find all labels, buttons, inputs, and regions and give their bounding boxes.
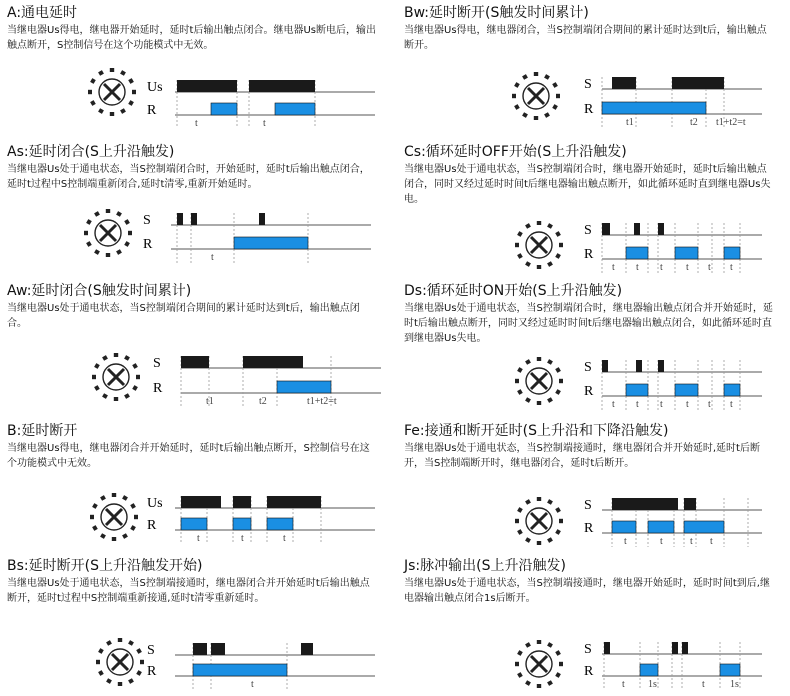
time-label: t2: [690, 117, 698, 128]
timing-diagram: [582, 63, 782, 131]
knob-tick: [90, 78, 96, 84]
control-pulse: [672, 642, 678, 654]
knob-tick: [88, 90, 92, 94]
signal-label-output: R: [147, 518, 157, 533]
knob-tick: [537, 221, 541, 225]
knob-tick: [128, 100, 134, 106]
knob-tick: [534, 72, 538, 76]
panel-title: B:延时断开: [7, 423, 78, 439]
knob-tick: [547, 359, 553, 365]
panel-title: Cs:循环延时OFF开始(S上升沿触发): [404, 144, 627, 160]
knob-tick: [114, 397, 118, 401]
time-label: t1+t2=t: [716, 117, 746, 128]
control-pulse: [233, 496, 251, 508]
knob-tick: [86, 241, 92, 247]
knob-tick: [122, 495, 128, 501]
output-pulse: [684, 521, 724, 533]
dial-knob-icon: [83, 63, 141, 121]
panel-Bs: [5, 553, 390, 689]
knob-tick: [120, 108, 126, 114]
control-pulse: [243, 356, 303, 368]
signal-label-output: R: [584, 384, 594, 399]
signal-label-top: S: [584, 498, 592, 513]
knob-tick: [132, 90, 136, 94]
knob-tick: [128, 640, 134, 646]
dial-knob-icon: [85, 488, 143, 546]
signal-label-output: R: [584, 247, 594, 262]
time-label: t1: [206, 396, 214, 407]
control-pulse: [267, 496, 321, 508]
time-label: t: [622, 679, 625, 690]
panel-description: 当继电器Us得电，继电器闭合并开始延时，延时t后输出触点断开，S控制信号在这个功能模式中无效。: [7, 443, 370, 469]
knob-tick: [134, 515, 138, 519]
knob-tick: [114, 353, 118, 357]
knob-tick: [90, 515, 94, 519]
time-label: t1: [626, 117, 634, 128]
knob-tick: [98, 108, 104, 114]
knob-tick: [517, 650, 523, 656]
knob-tick: [525, 261, 531, 267]
knob-tick: [547, 680, 553, 686]
knob-tick: [116, 249, 122, 255]
knob-tick: [525, 537, 531, 543]
knob-tick: [537, 541, 541, 545]
time-label: t: [730, 399, 733, 410]
knob-tick: [525, 680, 531, 686]
output-pulse: [233, 518, 251, 530]
panel-title: Bs:延时断开(S上升沿触发开始): [7, 558, 203, 574]
knob-tick: [110, 68, 114, 72]
panel-title: As:延时闭合(S上升沿触发): [7, 144, 175, 160]
control-pulse: [249, 80, 315, 92]
timing-diagram: [145, 481, 385, 549]
panel-description: 当继电器Us处于通电状态，当S控制端闭合时，继电器输出触点闭合并开始延时，延时t后输出触点断开，同时又经过延时时间t后继电器输出触点闭合，如此循环延时直到继电器Us失电。: [404, 303, 773, 344]
panel-title: Bw:延时断开(S触发时间累计): [404, 5, 589, 21]
knob-tick: [517, 389, 523, 395]
output-pulse: [234, 237, 308, 249]
time-label: t2: [259, 396, 267, 407]
knob-tick: [94, 385, 100, 391]
knob-tick: [98, 670, 104, 676]
knob-tick: [98, 648, 104, 654]
knob-tick: [94, 363, 100, 369]
knob-tick: [124, 393, 130, 399]
knob-tick: [515, 243, 519, 247]
knob-tick: [118, 638, 122, 642]
control-pulse: [612, 498, 678, 510]
panel-Cs: [402, 139, 787, 275]
output-pulse: [602, 102, 706, 114]
time-label: t: [660, 536, 663, 547]
time-label: t: [690, 536, 693, 547]
output-pulse: [724, 247, 740, 259]
control-pulse: [658, 360, 664, 372]
knob-tick: [116, 211, 122, 217]
time-label: 1s: [648, 679, 657, 690]
knob-tick: [537, 265, 541, 269]
knob-tick: [547, 397, 553, 403]
time-label: t: [686, 262, 689, 273]
panel-title: Fe:接通和断开延时(S上升沿和下降沿触发): [404, 423, 669, 439]
knob-tick: [525, 223, 531, 229]
panel-description: 当继电器Us处于通电状态，当S控制端接通时，继电器闭合并开始延时t后输出触点断开，延时t过程中S控制端重新接通,延时t清零重新延时。: [7, 578, 370, 604]
output-pulse: [267, 518, 293, 530]
knob-tick: [84, 231, 88, 235]
knob-tick: [555, 389, 561, 395]
panel-title: Aw:延时闭合(S触发时间累计): [7, 283, 192, 299]
output-pulse: [277, 381, 331, 393]
time-label: t: [624, 536, 627, 547]
signal-label-output: R: [143, 237, 153, 252]
panel-A: [5, 0, 390, 136]
knob-tick: [118, 682, 122, 686]
time-label: t: [636, 399, 639, 410]
time-label: t: [197, 533, 200, 544]
knob-tick: [555, 672, 561, 678]
signal-label-top: S: [143, 213, 151, 228]
knob-tick: [100, 495, 106, 501]
time-label: t: [195, 118, 198, 126]
control-pulse: [612, 77, 636, 89]
knob-tick: [517, 367, 523, 373]
panel-As: [5, 139, 390, 275]
knob-tick: [537, 640, 541, 644]
output-pulse: [648, 521, 674, 533]
knob-tick: [552, 104, 558, 110]
timing-diagram: [582, 629, 782, 693]
time-label: t: [708, 262, 711, 273]
signal-label-output: R: [153, 381, 163, 396]
dial-knob-icon: [510, 352, 568, 410]
time-label: t: [702, 679, 705, 690]
control-pulse: [672, 77, 724, 89]
knob-tick: [555, 650, 561, 656]
knob-tick: [544, 112, 550, 118]
knob-tick: [517, 253, 523, 259]
output-pulse: [626, 247, 648, 259]
knob-tick: [515, 519, 519, 523]
knob-tick: [96, 660, 100, 664]
time-label: t: [251, 679, 254, 690]
control-pulse: [259, 213, 265, 225]
control-pulse: [658, 223, 664, 235]
knob-tick: [537, 357, 541, 361]
control-pulse: [636, 360, 642, 372]
knob-tick: [522, 112, 528, 118]
time-label: t: [708, 399, 711, 410]
control-pulse: [602, 223, 610, 235]
knob-tick: [128, 678, 134, 684]
dial-knob-icon: [87, 348, 145, 406]
time-label: t: [730, 262, 733, 273]
knob-tick: [547, 537, 553, 543]
knob-tick: [106, 640, 112, 646]
panel-description: 当继电器Us处于通电状态，当S控制端闭合时，开始延时，延时t后输出触点闭合，延时t过程中S控制端重新闭合,延时t清零,重新开始延时。: [7, 164, 370, 190]
time-label: t: [612, 262, 615, 273]
knob-tick: [537, 497, 541, 501]
knob-tick: [522, 74, 528, 80]
knob-tick: [552, 82, 558, 88]
panel-description: 当继电器Us得电，继电器闭合，当S控制端闭合期间的累计延时达到t后，输出触点断开。: [404, 25, 767, 51]
knob-tick: [136, 648, 142, 654]
knob-tick: [92, 503, 98, 509]
knob-tick: [124, 355, 130, 361]
control-pulse: [634, 223, 640, 235]
knob-tick: [128, 231, 132, 235]
time-label: t: [710, 536, 713, 547]
knob-tick: [525, 359, 531, 365]
signal-label-top: S: [584, 642, 592, 657]
panel-Fe: [402, 418, 787, 554]
panel-description: 当继电器Us处于通电状态，当S控制端接通时，继电器闭合并开始延时,延时t后断开，当S控制端断开时，继电器闭合，延时t后断开。: [404, 443, 760, 469]
time-label: t: [660, 399, 663, 410]
output-pulse: [720, 664, 740, 676]
knob-tick: [555, 507, 561, 513]
time-label: t: [660, 262, 663, 273]
knob-tick: [94, 249, 100, 255]
knob-tick: [102, 355, 108, 361]
knob-tick: [130, 503, 136, 509]
knob-tick: [98, 70, 104, 76]
dial-knob-icon: [510, 492, 568, 550]
knob-tick: [140, 660, 144, 664]
knob-tick: [136, 670, 142, 676]
output-pulse: [275, 103, 315, 115]
knob-tick: [106, 253, 110, 257]
knob-tick: [112, 493, 116, 497]
knob-tick: [124, 241, 130, 247]
knob-tick: [112, 537, 116, 541]
dial-knob-icon: [510, 635, 568, 693]
knob-tick: [555, 529, 561, 535]
dial-knob-icon: [507, 67, 565, 125]
knob-tick: [544, 74, 550, 80]
time-label: t: [263, 118, 266, 126]
time-label: t1+t2=t: [307, 396, 337, 407]
knob-tick: [100, 533, 106, 539]
knob-tick: [517, 672, 523, 678]
control-pulse: [604, 642, 610, 654]
control-pulse: [602, 360, 608, 372]
control-pulse: [193, 643, 207, 655]
knob-tick: [555, 367, 561, 373]
panel-Ds: [402, 278, 787, 414]
knob-tick: [517, 529, 523, 535]
knob-tick: [559, 379, 563, 383]
knob-tick: [559, 519, 563, 523]
knob-tick: [556, 94, 560, 98]
timing-diagram: [582, 484, 782, 550]
knob-tick: [525, 642, 531, 648]
output-pulse: [675, 384, 698, 396]
timing-diagram: [141, 199, 381, 267]
knob-tick: [537, 401, 541, 405]
dial-knob-icon: [510, 216, 568, 274]
dial-knob-icon: [91, 633, 149, 691]
signal-label-output: R: [147, 664, 157, 679]
knob-tick: [136, 375, 140, 379]
knob-tick: [106, 678, 112, 684]
control-pulse: [191, 213, 197, 225]
knob-tick: [547, 261, 553, 267]
knob-tick: [514, 82, 520, 88]
control-pulse: [684, 498, 696, 510]
output-pulse: [181, 518, 207, 530]
timing-diagram: [145, 629, 385, 693]
knob-tick: [547, 223, 553, 229]
signal-label-top: S: [147, 643, 155, 658]
knob-tick: [90, 100, 96, 106]
knob-tick: [547, 499, 553, 505]
timing-diagram: [582, 209, 782, 275]
time-label: t: [283, 533, 286, 544]
knob-tick: [120, 70, 126, 76]
signal-label-top: S: [153, 356, 161, 371]
output-pulse: [612, 521, 636, 533]
signal-label-output: R: [147, 103, 157, 118]
panel-description: 当继电器Us处于通电状态，当S控制端闭合期间的累计延时达到t后，输出触点闭合。: [7, 303, 360, 329]
output-pulse: [675, 247, 698, 259]
control-pulse: [181, 356, 209, 368]
knob-tick: [132, 363, 138, 369]
knob-tick: [124, 219, 130, 225]
knob-tick: [110, 112, 114, 116]
panel-title: Ds:循环延时ON开始(S上升沿触发): [404, 283, 623, 299]
panel-Bw: [402, 0, 787, 136]
knob-tick: [559, 662, 563, 666]
timing-diagram: [582, 346, 782, 412]
signal-label-output: R: [584, 102, 594, 117]
control-pulse: [301, 643, 313, 655]
time-label: t: [241, 533, 244, 544]
knob-tick: [555, 231, 561, 237]
knob-tick: [555, 253, 561, 259]
knob-tick: [122, 533, 128, 539]
signal-label-output: R: [584, 521, 594, 536]
output-pulse: [193, 664, 287, 676]
output-pulse: [724, 384, 740, 396]
control-pulse: [211, 643, 225, 655]
knob-tick: [94, 211, 100, 217]
signal-label-top: Us: [147, 496, 163, 511]
time-label: 1s: [730, 679, 739, 690]
output-pulse: [211, 103, 237, 115]
knob-tick: [559, 243, 563, 247]
knob-tick: [534, 116, 538, 120]
timing-diagram: [145, 66, 385, 126]
signal-label-top: S: [584, 223, 592, 238]
time-label: t: [612, 399, 615, 410]
knob-tick: [515, 662, 519, 666]
panel-B: [5, 418, 390, 554]
knob-tick: [517, 507, 523, 513]
time-label: t: [211, 252, 214, 263]
time-label: t: [686, 399, 689, 410]
knob-tick: [525, 499, 531, 505]
control-pulse: [181, 496, 221, 508]
knob-tick: [547, 642, 553, 648]
output-pulse: [626, 384, 648, 396]
knob-tick: [514, 104, 520, 110]
control-pulse: [177, 213, 183, 225]
panel-title: A:通电延时: [7, 5, 78, 21]
knob-tick: [86, 219, 92, 225]
panel-Aw: [5, 278, 390, 414]
knob-tick: [537, 684, 541, 688]
dial-knob-icon: [79, 204, 137, 262]
knob-tick: [132, 385, 138, 391]
knob-tick: [517, 231, 523, 237]
knob-tick: [515, 379, 519, 383]
knob-tick: [106, 209, 110, 213]
panel-description: 当继电器Us处于通电状态，当S控制端接通时，继电器开始延时，延时时间t到后,继电器输出触点闭合1s后断开。: [404, 578, 770, 604]
knob-tick: [130, 525, 136, 531]
time-label: t: [636, 262, 639, 273]
timing-diagram: [151, 342, 391, 410]
knob-tick: [92, 525, 98, 531]
signal-label-top: S: [584, 77, 592, 92]
control-pulse: [682, 642, 688, 654]
knob-tick: [128, 78, 134, 84]
signal-label-top: S: [584, 360, 592, 375]
panel-title: Js:脉冲输出(S上升沿触发): [404, 558, 566, 574]
knob-tick: [92, 375, 96, 379]
output-pulse: [640, 664, 658, 676]
signal-label-top: Us: [147, 80, 163, 95]
control-pulse: [177, 80, 237, 92]
signal-label-output: R: [584, 664, 594, 679]
knob-tick: [512, 94, 516, 98]
knob-tick: [525, 397, 531, 403]
panel-description: 当继电器Us处于通电状态，当S控制端闭合时，继电器开始延时，延时t后输出触点闭合，同时又经过延时时间t后继电器输出触点断开，如此循环延时直到继电器Us失电。: [404, 164, 771, 205]
panel-description: 当继电器Us得电，继电器开始延时，延时t后输出触点闭合。继电器Us断电后，输出触点断开，S控制信号在这个功能模式中无效。: [7, 25, 376, 51]
panel-Js: [402, 553, 787, 689]
knob-tick: [102, 393, 108, 399]
